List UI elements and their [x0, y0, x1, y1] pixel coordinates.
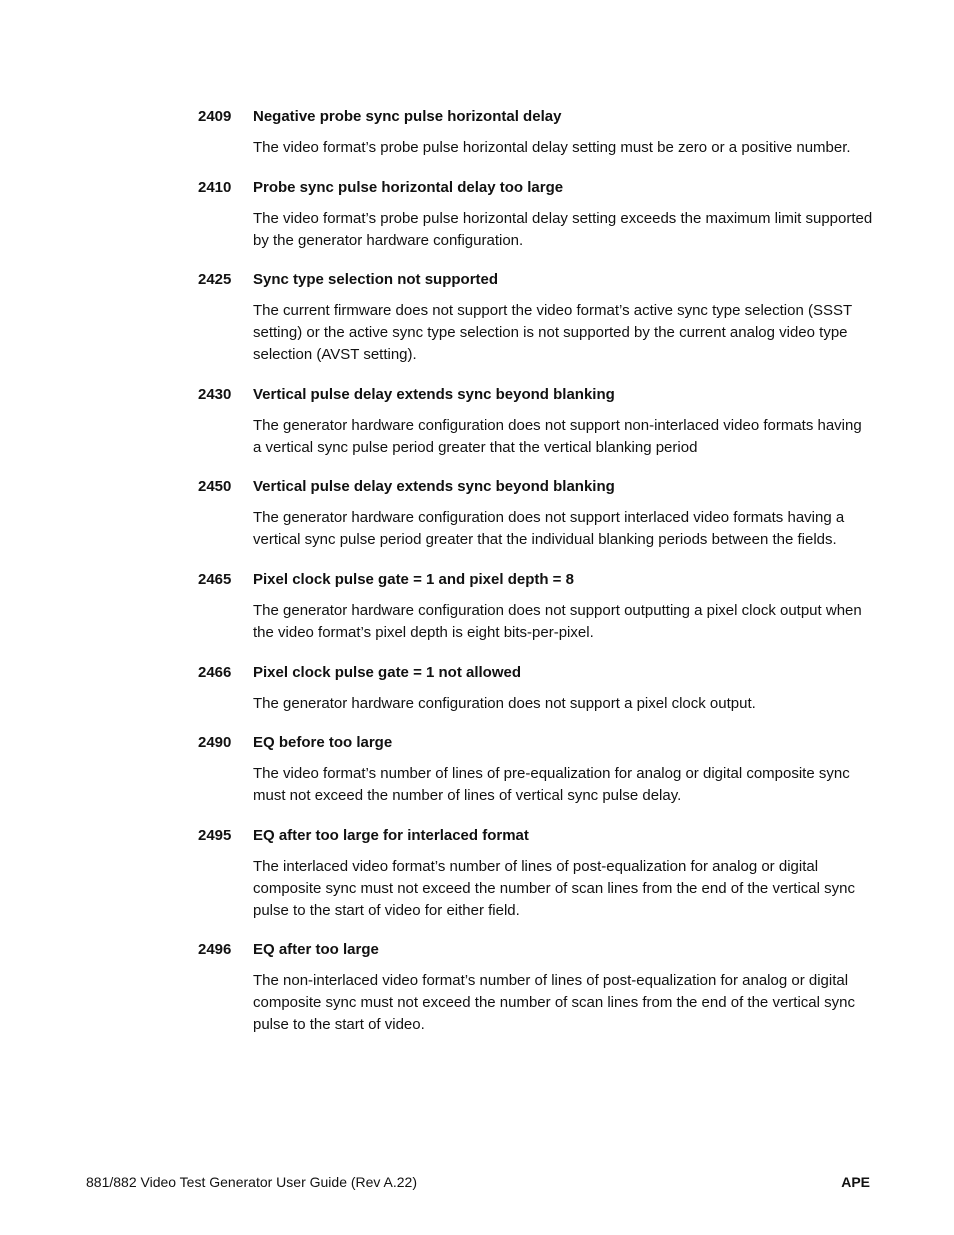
error-title: Negative probe sync pulse horizontal delay	[253, 108, 562, 125]
error-code: 2450	[198, 478, 232, 496]
error-description: The generator hardware configuration does not support interlaced video formats having a vertical sync pulse period greater that the individual blanking periods between the fields.	[253, 509, 845, 549]
error-description: The generator hardware configuration does not support a pixel clock output.	[253, 694, 756, 712]
error-title: Vertical pulse delay extends sync beyond blanking	[253, 478, 615, 496]
error-entry-2496	[0, 939, 954, 1035]
error-code: 2409	[198, 108, 232, 125]
error-heading	[0, 662, 954, 684]
error-code: 2410	[198, 178, 232, 196]
error-description: The current firmware does not support the video format’s active sync type selection (SSST setting) or the active sync type selection is not supported by the current analog video type selection (AVST setting).	[253, 302, 852, 363]
error-entry-2430	[0, 384, 954, 459]
error-entry-2466	[0, 662, 954, 715]
footer-section-label: APE	[841, 1174, 870, 1190]
error-heading	[0, 732, 954, 754]
error-list	[0, 106, 954, 1054]
error-heading	[0, 384, 954, 406]
error-heading	[0, 106, 954, 128]
error-heading	[0, 177, 954, 199]
error-entry-2425	[0, 269, 954, 365]
error-description: The video format’s number of lines of pre-equalization for analog or digital composite sync must not exceed the number of lines of vertical sync pulse delay.	[253, 765, 850, 805]
error-heading	[0, 269, 954, 291]
error-code: 2430	[198, 385, 232, 403]
page-footer	[86, 1172, 870, 1192]
error-heading	[0, 825, 954, 847]
error-description: The video format’s probe pulse horizontal delay setting exceeds the maximum limit supported by the generator hardware configuration.	[253, 209, 873, 249]
error-code: 2496	[198, 941, 232, 959]
error-title: Vertical pulse delay extends sync beyond blanking	[253, 385, 615, 403]
error-heading	[0, 569, 954, 591]
error-heading	[0, 939, 954, 961]
error-code: 2465	[198, 570, 232, 588]
error-description: The interlaced video format’s number of lines of post-equalization for analog or digital composite sync must not exceed the number of scan lines from the end of the vertical sync pulse to the start of video for either field.	[253, 857, 855, 919]
error-title: Pixel clock pulse gate = 1 not allowed	[253, 663, 522, 681]
error-title: EQ after too large for interlaced format	[253, 826, 529, 844]
error-code: 2466	[198, 663, 232, 681]
error-description: The video format’s probe pulse horizontal delay setting must be zero or a positive number.	[253, 139, 851, 156]
error-code: 2490	[198, 734, 232, 752]
error-title: Pixel clock pulse gate = 1 and pixel depth = 8	[253, 570, 574, 588]
error-title: EQ before too large	[253, 734, 393, 752]
error-entry-2495	[0, 825, 954, 921]
error-description: The generator hardware configuration does not support outputting a pixel clock output when the video format’s pixel depth is eight bits-per-pixel.	[253, 601, 862, 641]
error-entry-2450	[0, 476, 954, 551]
error-entry-2490	[0, 732, 954, 807]
error-entry-2410	[0, 177, 954, 252]
error-entry-2465	[0, 569, 954, 644]
error-code: 2495	[198, 826, 232, 844]
error-title: EQ after too large	[253, 941, 379, 959]
error-entry-2409	[0, 106, 954, 159]
error-heading	[0, 476, 954, 498]
error-description: The generator hardware configuration does not support non-interlaced video formats having a vertical sync pulse period greater that the vertical blanking period	[253, 416, 862, 456]
error-code: 2425	[198, 271, 232, 289]
error-description: The non-interlaced video format’s number of lines of post-equalization for analog or digital composite sync must not exceed the number of scan lines from the end of the vertical sync pulse to the start of video.	[253, 972, 855, 1033]
footer-document-title: 881/882 Video Test Generator User Guide (Rev A.22)	[86, 1174, 418, 1190]
error-title: Probe sync pulse horizontal delay too large	[253, 178, 564, 196]
error-title: Sync type selection not supported	[253, 271, 499, 289]
